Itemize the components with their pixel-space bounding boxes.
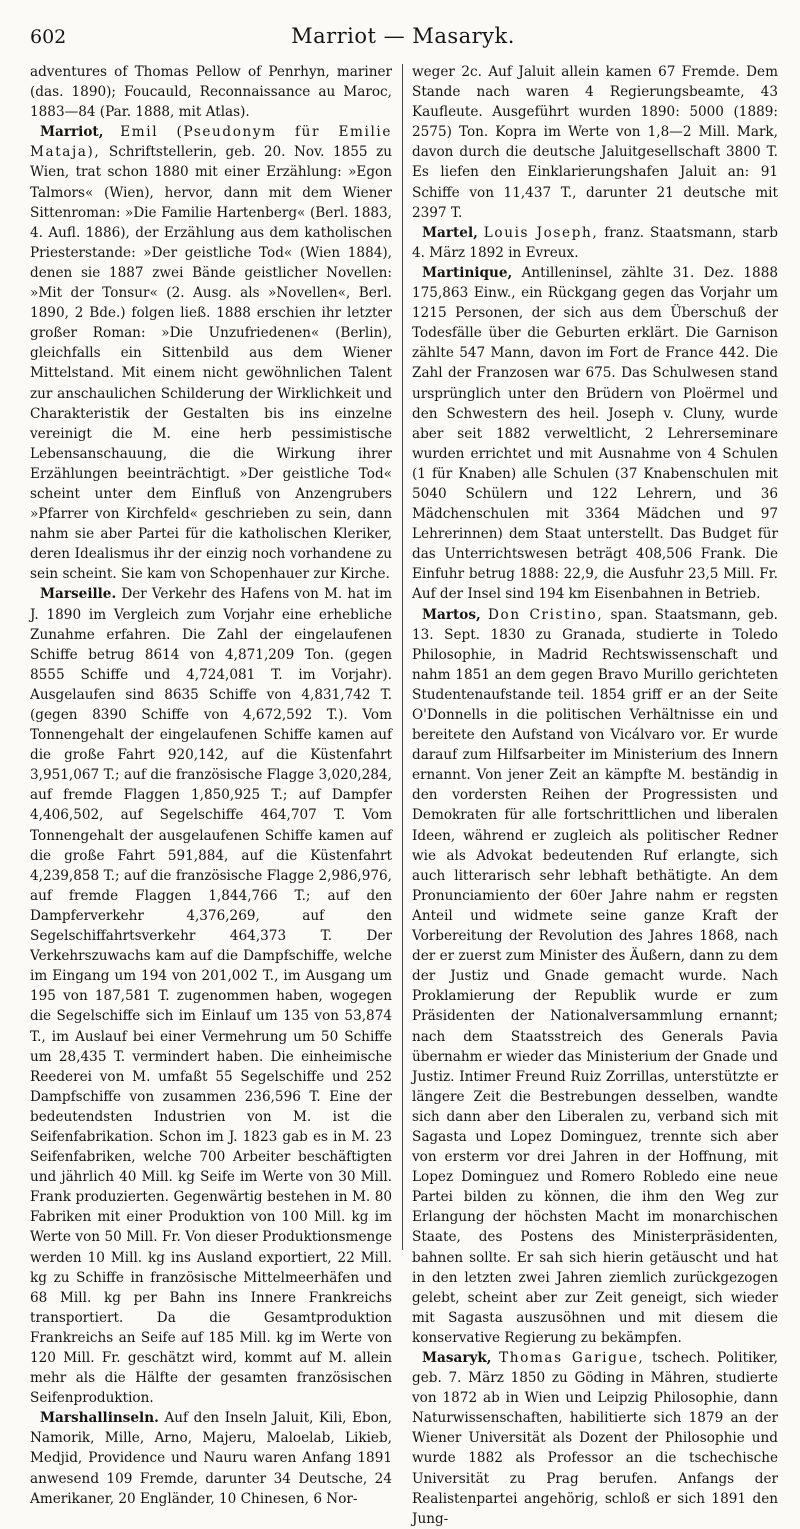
entry-name: Louis Joseph, — [483, 224, 599, 241]
entry-martel — [412, 223, 778, 263]
running-head: Marriot — Masaryk. — [291, 24, 515, 48]
entry-name: Don Cristino, — [488, 606, 604, 623]
continued-text — [30, 62, 392, 122]
entry-headword: Masaryk, — [422, 1350, 492, 1366]
continued-text-body: adventures of Thomas Pellow of Penrhyn, mariner (das. 1890); Foucauld, Reconnaissance au Maroc, 1883—84 (Par. 1888, mit Atlas). — [30, 64, 392, 121]
left-column — [30, 62, 393, 1507]
right-column — [412, 62, 779, 1527]
entry-text: Der Verkehr des Hafens von M. hat im J. 1890 im Vergleich zum Vorjahr eine erhebliche Zunahme erfahren. Die Zahl der eingelaufenen Schiffe betrug 8614 von 4,871,209 Ton. (gegen 8555 Schiffe und 4,724,081 T. im Vorjahr). Ausgelaufen sind 8635 Schiffe von 4,831,742 T. (gegen 8390 Schiffe von 4,672,592 T.). Vom Tonnengehalt der eingelaufenen Schiffe kamen auf die große Fahrt 920,142, auf die Küstenfahrt 3,951,067 T.; auf die französische Flagge 3,020,284, auf fremde Flaggen 1,850,925 T.; auf Dampfer 4,406,502, auf Segelschiffe 464,707 T. Vom Tonnengehalt der ausgelaufenen Schiffe kamen auf die große Fahrt 591,884, auf die Küstenfahrt 4,239,858 T.; auf die französische Flagge 2,986,976, auf fremde Flaggen 1,844,766 T.; auf den Dampferverkehr 4,376,269, auf den Segelschiffahrtsverkehr 464,373 T. Der Verkehrszuwachs kam auf die Dampfschiffe, welche im Eingang um 194 von 201,002 T., im Ausgang um 195 von 187,581 T. zugenommen haben, wogegen die Segelschiffe sich im Einlauf um 135 von 53,874 T., im Auslauf bei einer Vermehrung um 50 Schiffe um 28,435 T. vermindert haben. Die einheimische Reederei von M. umfaßt 55 Segelschiffe und 252 Dampfschiffe von zusammen 236,596 T. Eine der bedeutendsten Industrien von M. ist die Seifenfabrikation. Schon im J. 1823 gab es in M. 23 Seifenfabriken, welche 700 Arbeiter beschäftigten und jährlich 40 Mill. kg Seife im Werte von 30 Mill. Frank produzierten. Gegenwärtig bestehen in M. 80 Fabriken mit einer Produktion von 100 Mill. kg im Werte von 50 Mill. Fr. Von dieser Produktionsmenge werden 10 Mill. kg ins Ausland exportiert, 22 Mill. kg zu Schiffe in französische Mittelmeerhäfen und 68 Mill. kg per Bahn ins Innere Frankreichs transportiert. Da die Gesamtproduktion Frankreichs an Seife auf 185 Mill. kg im Werte von 120 Mill. Fr. geschätzt wird, kommt auf M. allein mehr als die Hälfte der gesamten französischen Seifenproduktion. — [30, 586, 392, 1407]
entry-headword: Martos, — [422, 606, 481, 623]
entry-marshallinseln — [30, 1408, 392, 1508]
continued-text — [412, 62, 778, 223]
entry-text: span. Staatsmann, geb. 13. Sept. 1830 zu Granada, studierte in Toledo Philosophie, in Madrid Rechtswissenschaft und nahm 1851 an dem gegen Bravo Murillo gerichteten Studentenaufstande teil. 1854 griff er an der Seite O'Donnells in die politischen Verhältnisse ein und bereitete den Aufstand von Vicálvaro vor. Er wurde darauf zum Hilfsarbeiter im Ministerium des Innern ernannt. Von jener Zeit an kämpfte M. beständig in den vordersten Reihen der Progressisten und Demokraten für alle fortschrittlichen und liberalen Ideen, während er zugleich als politischer Redner wie als Advokat bedeutenden Ruf erlangte, sich auch litterarisch sehr lebhaft bethätigte. An dem Pronunciamiento der 60er Jahre nahm er regsten Anteil und widmete seine ganze Kraft der Vorbereitung der Revolution des Jahres 1868, nach der er zuerst zum Minister des Äußern, dann zu dem der Justiz und Gnade gemacht wurde. Nach Proklamierung der Republik wurde er zum Präsidenten der Nationalversammlung ernannt; nach dem Staatsstreich des Generals Pavia übernahm er wieder das Ministerium der Gnade und Justiz. Intimer Freund Ruiz Zorrillas, unterstützte er längere Zeit die Bestrebungen desselben, wandte sich dann aber den Liberalen zu, verband sich mit Sagasta und Lopez Dominguez, trennte sich aber von ersterm vor drei Jahren in der Hoffnung, mit Lopez Dominguez und Romero Robledo eine neue Partei bilden zu können, die ihm den Weg zur Erlangung der höchsten Macht im monarchischen Staate, des Postens des Ministerpräsidenten, bahnen sollte. Er sah sich hierin getäuscht und hat in den letzten zwei Jahren ziemlich zurückgezogen gelebt, scheint aber zur Zeit geneigt, sich wieder mit Sagasta auszusöhnen und mit diesem die konservative Regierung zu bekämpfen. — [412, 606, 778, 1346]
entry-marriot — [30, 122, 392, 584]
entry-name: Emil (Pseudonym für Emilie Mataja), — [30, 124, 392, 161]
page-number: 602 — [30, 26, 67, 48]
text-columns — [30, 62, 779, 1527]
entry-name: Thomas Garigue, — [499, 1350, 645, 1366]
page-header — [30, 22, 776, 56]
entry-headword: Marseille. — [40, 586, 117, 603]
entry-masaryk — [412, 1348, 778, 1529]
entry-headword: Martinique, — [422, 264, 513, 281]
entry-text: Antilleninsel, zählte 31. Dez. 1888 175,863 Einw., ein Rückgang gegen das Vorjahr um 1215 Personen, der sich aus dem Überschuß der Todesfälle über die Geburten erklärt. Die Garnison zählte 547 Mann, davon im Fort de France 442. Die Zahl der Franzosen war 675. Das Schulwesen stand ursprünglich unter den Brüdern von Ploërmel und den Schwestern des heil. Joseph v. Cluny, wurde aber seit 1882 verweltlicht, 2 Lehrerseminare wurden errichtet und mit Ausnahme von 4 Schulen (1 für Knaben) alle Schulen (37 Knabenschulen mit 5040 Schülern und 122 Lehrern, und 36 Mädchenschulen mit 3364 Mädchen und 97 Lehrerinnen) dem Staat unterstellt. Das Budget für das Unterrichtswesen beträgt 408,506 Frank. Die Einfuhr betrug 1888: 22,9, die Ausfuhr 23,5 Mill. Fr. Auf der Insel sind 194 km Eisenbahnen in Betrieb. — [412, 264, 778, 603]
entry-martos — [412, 605, 778, 1348]
entry-marseille — [30, 584, 392, 1408]
entry-headword: Martel, — [422, 224, 478, 241]
continued-text-body: weger 2c. Auf Jaluit allein kamen 67 Fremde. Dem Stande nach waren 4 Regierungsbeamte, 43 Kaufleute. Ausgeführt wurden 1890: 5000 (1889: 2575) Ton. Kopra im Werte von 1,8—2 Mill. Mark, davon durch die deutsche Jaluitgesellschaft 3800 T. Es liefen den Einklarierungshafen Jaluit an: 91 Schiffe von 11,437 T., darunter 21 deutsche mit 2397 T. — [412, 64, 778, 221]
entry-text: Auf den Inseln Jaluit, Kili, Ebon, Namorik, Mille, Arno, Majeru, Maloelab, Likieb, Medjid, Providence und Nauru waren Anfang 1891 anwesend 109 Fremde, darunter 34 Deutsche, 24 Amerikaner, 20 Engländer, 10 Chinesen, 6 Nor- — [30, 1410, 392, 1507]
entry-headword: Marriot, — [40, 124, 104, 141]
column-divider — [402, 64, 403, 1250]
entry-headword: Marshallinseln. — [40, 1410, 159, 1427]
entry-martinique — [412, 263, 778, 605]
entry-text: Schriftstellerin, geb. 20. Nov. 1855 zu Wien, trat schon 1880 mit einer Erzählung: »Egon Talmors« (Wien), hervor, dann mit dem Wiener Sittenroman: »Die Familie Hartenberg« (Berl. 1883, 4. Aufl. 1886), der Erzählung aus dem katholischen Priesterstande: »Der geistliche Tod« (Wien 1884), denen sie 1887 zwei Bände geistlicher Novellen: »Mit der Tonsur« (2. Ausg. als »Novellen«, Berl. 1890, 2 Bde.) folgen ließ. 1888 erschien ihr letzter großer Roman: »Die Unzufriedenen« (Berlin), gleichfalls ein Sittenbild aus dem Wiener Mittelstand. Mit einem nicht gewöhnlichen Talent zur anschaulichen Schilderung der Wirklichkeit und Charakteristik der Gestalten bis ins einzelne vereinigt die M. eine herb pessimistische Lebensanschauung, die die Wirkung ihrer Erzählungen beeinträchtigt. »Der geistliche Tod« scheint unter dem Einfluß von Anzengrubers »Pfarrer von Kirchfeld« geschrieben zu sein, dann nahm sie aber Partei für die katholischen Kleriker, deren Idealismus ihr der einzig noch vorhandene zu sein scheint. Sie kam von Schopenhauer zur Kirche. — [30, 144, 393, 583]
entry-text: tschech. Politiker, geb. 7. März 1850 zu Göding in Mähren, studierte von 1872 ab in Wien und Leipzig Philosophie, dann Naturwissenschaften, habilitierte sich 1879 an der Wiener Universität als Dozent der Philosophie und wurde 1882 als Professor an die tschechische Universität zu Prag berufen. Anfangs der Realistenpartei angehörig, schloß er sich 1891 den Jung- — [412, 1350, 779, 1527]
entry-text: franz. Staatsmann, starb 4. März 1892 in Evreux. — [412, 224, 778, 261]
